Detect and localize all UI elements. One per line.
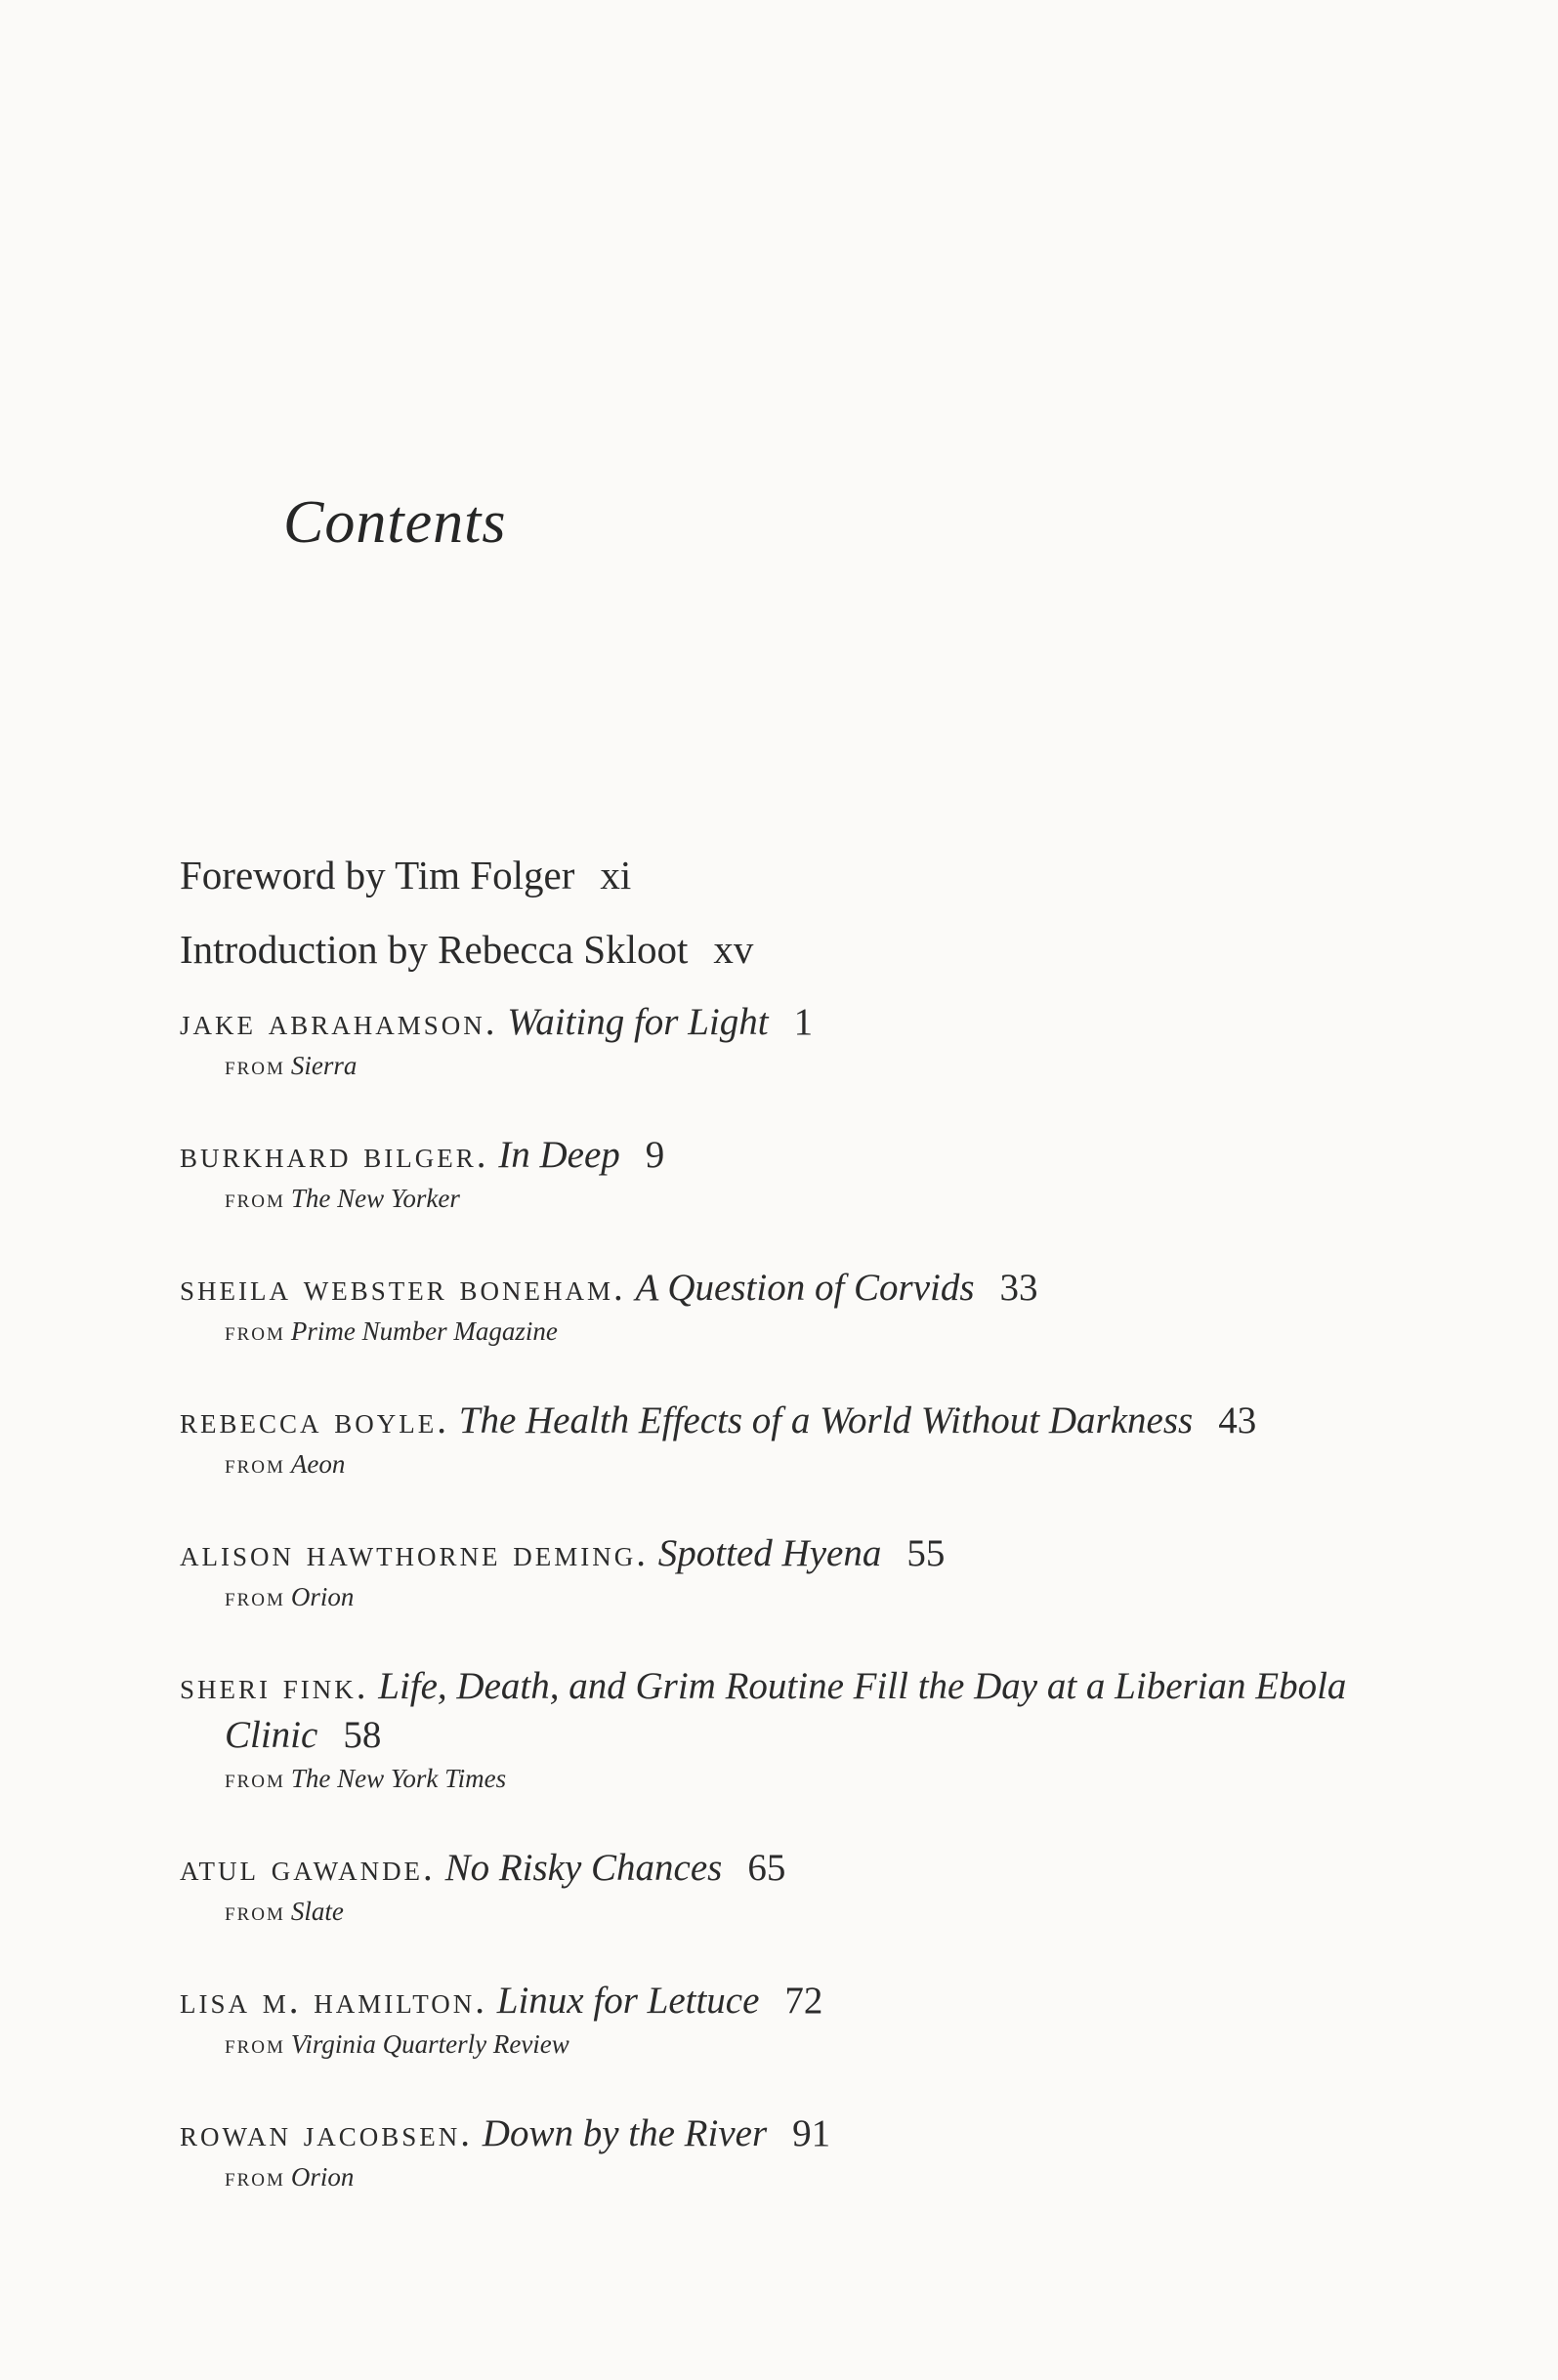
entry-author: rowan jacobsen. xyxy=(180,2112,474,2154)
entry-page: 1 xyxy=(793,1001,814,1043)
from-label: from xyxy=(225,2029,285,2059)
entry-source: Virginia Quarterly Review xyxy=(290,2029,569,2059)
entry-title: Down by the River xyxy=(482,2112,768,2154)
toc-entry xyxy=(180,2109,1411,2195)
from-label: from xyxy=(225,1184,285,1213)
from-label: from xyxy=(225,1051,285,1080)
from-label: from xyxy=(225,2162,285,2192)
entry-source: Slate xyxy=(290,1897,344,1926)
entry-title: No Risky Chances xyxy=(444,1847,723,1889)
toc-front-item xyxy=(180,924,1411,975)
entry-author: burkhard bilger. xyxy=(180,1134,489,1176)
entry-page: 91 xyxy=(792,2112,831,2154)
entry-source: Orion xyxy=(290,2162,355,2192)
toc-front-label: Foreword by Tim Folger xyxy=(180,853,575,898)
entry-page: 55 xyxy=(906,1532,946,1574)
entry-author: sheila webster boneham. xyxy=(180,1267,626,1309)
entry-source: Aeon xyxy=(290,1449,346,1479)
from-label: from xyxy=(225,1449,285,1479)
entry-author: jake abrahamson. xyxy=(180,1001,498,1043)
from-label: from xyxy=(225,1897,285,1926)
entry-page: 58 xyxy=(343,1714,382,1756)
entry-source: Sierra xyxy=(290,1051,358,1080)
toc-front-item xyxy=(180,850,1411,900)
toc-entry xyxy=(180,1662,1411,1797)
toc-page-number: xv xyxy=(713,927,754,972)
toc-entry xyxy=(180,1844,1411,1930)
toc-entry xyxy=(180,1264,1411,1350)
from-label: from xyxy=(225,1582,285,1611)
entry-author: rebecca boyle. xyxy=(180,1399,450,1441)
page-title: Contents xyxy=(283,489,507,556)
entry-title: The Health Effects of a World Without Darkness xyxy=(458,1399,1194,1441)
entry-author: atul gawande. xyxy=(180,1847,436,1889)
entry-author: sheri fink. xyxy=(180,1665,369,1707)
entry-source: Prime Number Magazine xyxy=(290,1316,558,1346)
from-label: from xyxy=(225,1764,285,1793)
entry-page: 72 xyxy=(784,1980,823,2022)
toc-entry xyxy=(180,998,1411,1084)
toc-front-label: Introduction by Rebecca Skloot xyxy=(180,927,689,972)
entry-title: A Question of Corvids xyxy=(635,1267,975,1309)
entry-title: Waiting for Light xyxy=(507,1001,769,1043)
entry-author: alison hawthorne deming. xyxy=(180,1532,650,1574)
entry-author: lisa m. hamilton. xyxy=(180,1980,488,2022)
table-of-contents xyxy=(180,850,1411,2242)
entry-page: 33 xyxy=(999,1267,1038,1309)
entry-title: In Deep xyxy=(498,1134,620,1176)
toc-entry xyxy=(180,1977,1411,2063)
entry-title: Spotted Hyena xyxy=(657,1532,882,1574)
entry-source: The New York Times xyxy=(290,1764,507,1793)
toc-entry xyxy=(180,1529,1411,1615)
entry-source: The New Yorker xyxy=(290,1184,460,1213)
entry-title: Linux for Lettuce xyxy=(496,1980,760,2022)
entry-page: 9 xyxy=(645,1134,665,1176)
toc-entry xyxy=(180,1131,1411,1217)
entry-title: Life, Death, and Grim Routine Fill the Day at a Liberian Ebola Clinic xyxy=(225,1665,1347,1756)
toc-page-number: xi xyxy=(600,853,632,898)
from-label: from xyxy=(225,1316,285,1346)
toc-entry xyxy=(180,1397,1411,1482)
entry-source: Orion xyxy=(290,1582,355,1611)
entry-page: 43 xyxy=(1218,1399,1257,1441)
entry-page: 65 xyxy=(747,1847,786,1889)
